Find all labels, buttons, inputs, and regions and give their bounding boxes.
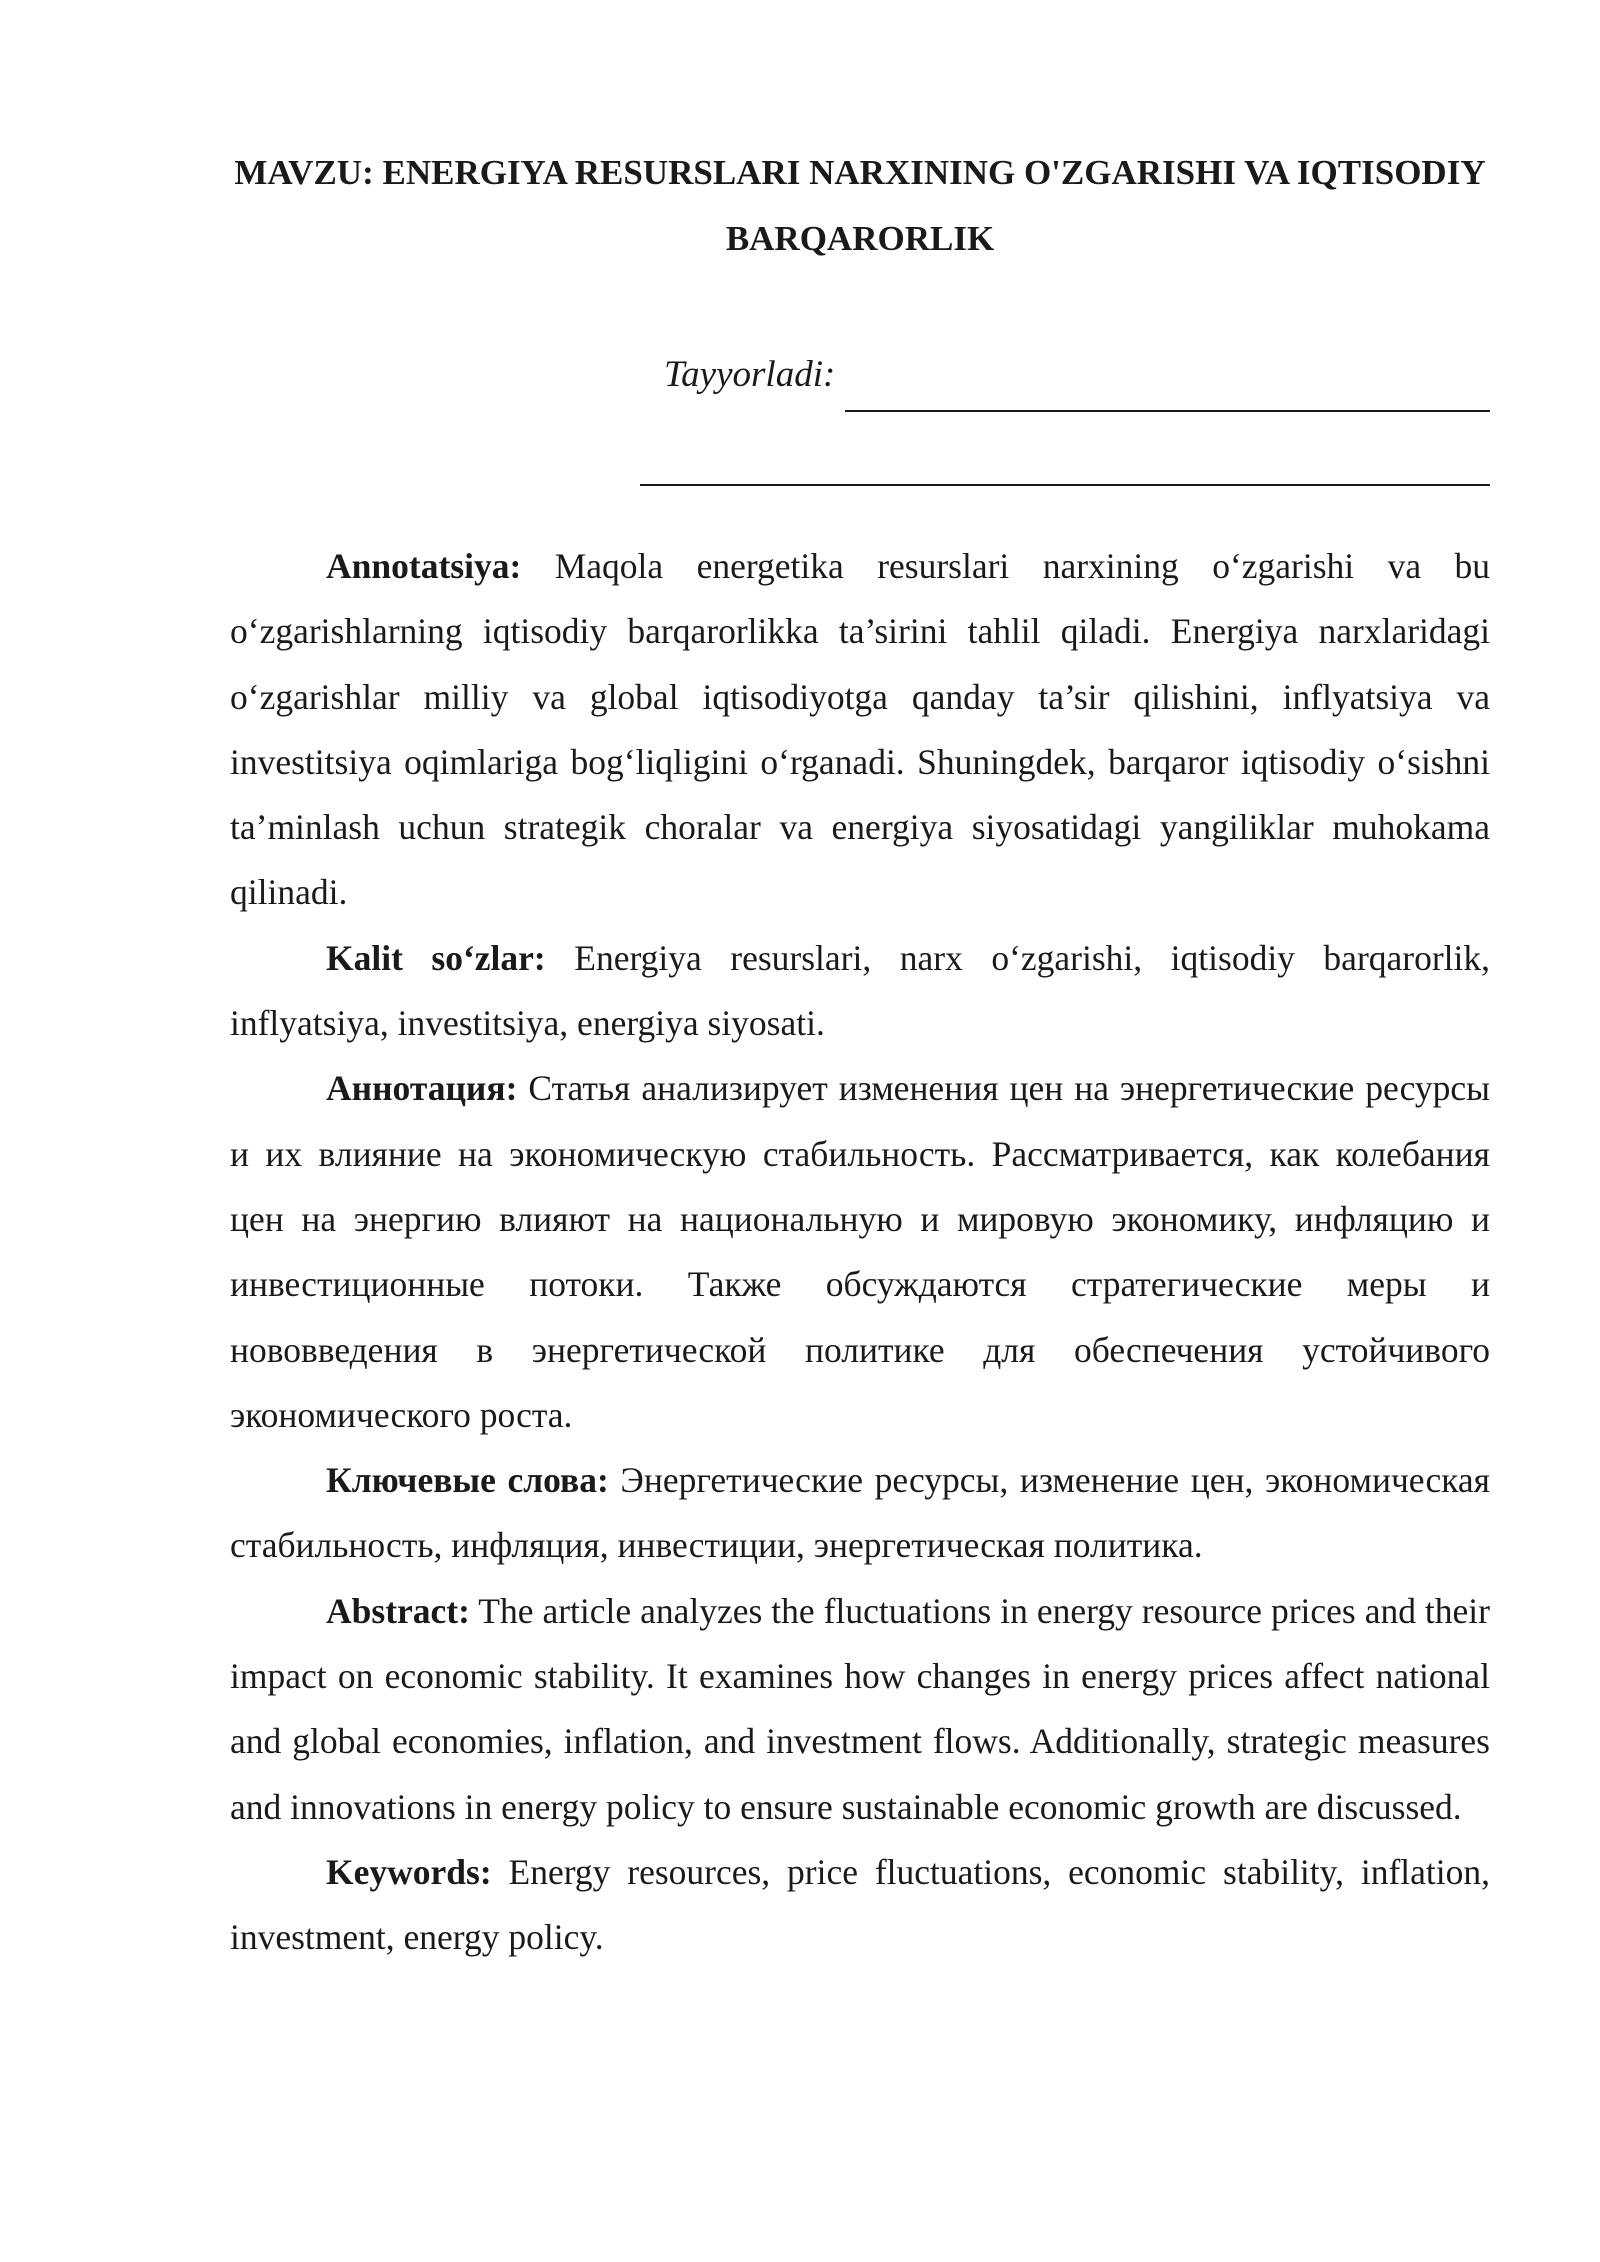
annotation-ru-text: Статья анализирует изменения цен на энергетические ресурсы и их влияние на экономическую стабильность. Рассматривается, как колебания цен на энергию влияют на национальную и мировую экономику, инфляцию и инвестиционные потоки. Также обсуждаются стратегические меры и нововведения в энергетической политике для обеспечения устойчивого экономического роста.	[230, 1068, 1491, 1435]
document-body	[230, 534, 1490, 1971]
annotation-uz-paragraph	[230, 534, 1490, 926]
document-title: MAVZU: ENERGIYA RESURSLARI NARXINING O'ZGARISHI VA IQTISODIY BARQARORLIK	[234, 153, 1486, 258]
author-row-2	[640, 412, 1490, 486]
abstract-en-text: The article analyzes the fluctuations in energy resource prices and their impact on economic stability. It examines how changes in energy prices affect national and global economies, inflation, and investment flows. Additionally, strategic measures and innovations in energy policy to ensure sustainable economic growth are discussed.	[230, 1590, 1490, 1827]
keywords-ru-label: Ключевые слова:	[326, 1460, 609, 1501]
keywords-en-paragraph	[230, 1840, 1490, 1971]
annotation-ru-paragraph	[230, 1056, 1490, 1448]
keywords-uz-text: Energiya resurslari, narx o‘zgarishi, iqtisodiy barqarorlik, inflyatsiya, investitsiya, energiya siyosati.	[230, 937, 1491, 1044]
abstract-en-label: Abstract:	[326, 1590, 470, 1631]
author-label: Tayyorladi:	[664, 354, 836, 395]
keywords-en-text: Energy resources, price fluctuations, economic stability, inflation, investment, energy policy.	[230, 1851, 1490, 1958]
keywords-uz-paragraph	[230, 926, 1490, 1057]
keywords-en-label: Keywords:	[326, 1851, 492, 1892]
author-row	[640, 338, 1490, 412]
keywords-ru-paragraph	[230, 1448, 1490, 1579]
keywords-ru-text: Энергетические ресурсы, изменение цен, экономическая стабильность, инфляция, инвестиции, энергетическая политика.	[230, 1460, 1490, 1566]
annotation-uz-text: Maqola energetika resurslari narxining o‘zgarishi va bu o‘zgarishlarning iqtisodiy barqarorlikka ta’sirini tahlil qiladi. Energiya narxlaridagi o‘zgarishlar milliy va global iqtisodiyotga qanday ta’sir qilishini, inflyatsiya va investitsiya oqimlariga bog‘liqligini o‘rganadi. Shuningdek, barqaror iqtisodiy o‘sishni ta’minlash uchun strategik choralar va energiya siyosatidagi yangiliklar muhokama qilinadi.	[230, 546, 1491, 913]
abstract-en-paragraph	[230, 1579, 1490, 1840]
author-blank-line-1	[845, 356, 1490, 412]
author-block	[640, 338, 1490, 486]
keywords-uz-label: Kalit so‘zlar:	[326, 937, 546, 978]
annotation-uz-label: Annotatsiya:	[326, 546, 522, 586]
annotation-ru-label: Аннотация:	[326, 1068, 518, 1109]
author-blank-line-2	[640, 430, 1490, 486]
